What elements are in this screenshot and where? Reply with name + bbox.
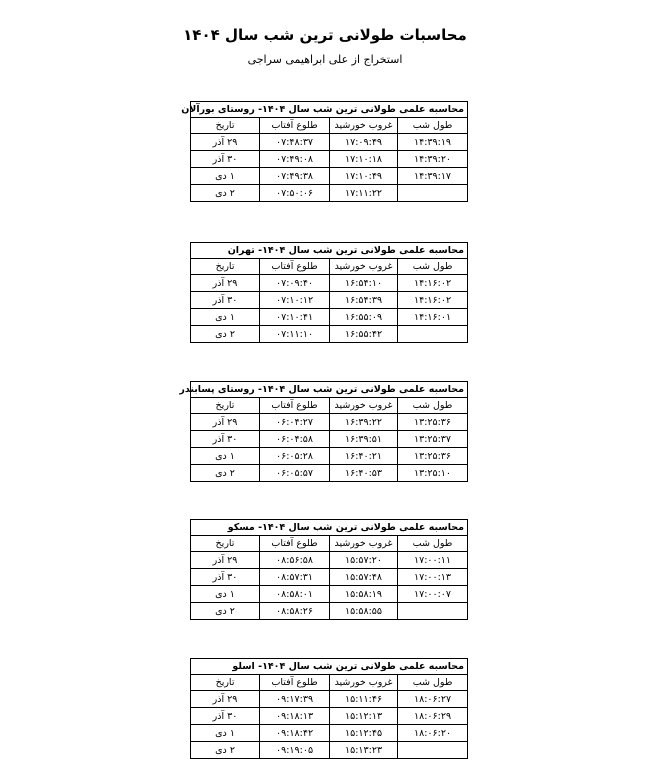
night-length-cell: ۱۴:۳۹:۲۰ — [398, 151, 468, 168]
sunset-cell: ۱۵:۱۲:۴۵ — [330, 725, 398, 742]
night-length-cell — [398, 742, 468, 759]
table-row — [191, 431, 468, 448]
sunset-cell: ۱۶:۵۴:۱۰ — [330, 275, 398, 292]
sunrise-cell: ۰۷:۱۰:۱۲ — [260, 292, 330, 309]
night-length-cell — [398, 185, 468, 202]
table-row — [191, 586, 468, 603]
col-date: تاریخ — [191, 398, 260, 414]
table-row — [191, 326, 468, 343]
sunrise-cell: ۰۷:۴۹:۳۸ — [260, 168, 330, 185]
night-length-cell: ۱۳:۲۵:۳۶ — [398, 414, 468, 431]
col-sunset: غروب خورشید — [330, 536, 398, 552]
table-row — [191, 569, 468, 586]
table-row — [191, 552, 468, 569]
sunrise-cell: ۰۶:۰۴:۲۷ — [260, 414, 330, 431]
sunrise-cell: ۰۶:۰۴:۵۸ — [260, 431, 330, 448]
table-row — [191, 151, 468, 168]
sunset-cell: ۱۶:۵۴:۳۹ — [330, 292, 398, 309]
date-cell: ۱ دی — [191, 168, 260, 185]
sunrise-cell: ۰۹:۱۸:۴۲ — [260, 725, 330, 742]
sunrise-cell: ۰۷:۰۹:۴۰ — [260, 275, 330, 292]
date-cell: ۱ دی — [191, 309, 260, 326]
col-sunset: غروب خورشید — [330, 118, 398, 134]
sunset-cell: ۱۵:۵۸:۵۵ — [330, 603, 398, 620]
sunset-cell: ۱۵:۱۱:۴۶ — [330, 691, 398, 708]
sunset-cell: ۱۷:۱۱:۲۲ — [330, 185, 398, 202]
sunset-cell: ۱۵:۵۷:۲۰ — [330, 552, 398, 569]
sunset-cell: ۱۵:۱۳:۲۳ — [330, 742, 398, 759]
sunset-cell: ۱۷:۰۹:۴۹ — [330, 134, 398, 151]
date-cell: ۲۹ آذر — [191, 691, 260, 708]
col-date: تاریخ — [191, 118, 260, 134]
col-date: تاریخ — [191, 259, 260, 275]
sunrise-cell: ۰۹:۱۹:۰۵ — [260, 742, 330, 759]
date-cell: ۲ دی — [191, 603, 260, 620]
night-length-cell: ۱۳:۲۵:۳۶ — [398, 448, 468, 465]
page-subtitle: استخراج از علی ابراهیمی سراجی — [247, 53, 403, 66]
col-date: تاریخ — [191, 675, 260, 691]
date-cell: ۱ دی — [191, 586, 260, 603]
sunrise-cell: ۰۷:۱۰:۴۱ — [260, 309, 330, 326]
sunset-cell: ۱۷:۱۰:۴۹ — [330, 168, 398, 185]
night-length-cell: ۱۷:۰۰:۰۷ — [398, 586, 468, 603]
col-sunset: غروب خورشید — [330, 259, 398, 275]
table-tehran — [190, 242, 468, 343]
col-night-length: طول شب — [398, 536, 468, 552]
table-row — [191, 465, 468, 482]
night-length-cell: ۱۷:۰۰:۱۱ — [398, 552, 468, 569]
table-row — [191, 708, 468, 725]
sunset-cell: ۱۶:۳۹:۲۲ — [330, 414, 398, 431]
col-sunset: غروب خورشید — [330, 675, 398, 691]
col-sunrise: طلوع آفتاب — [260, 675, 330, 691]
col-night-length: طول شب — [398, 259, 468, 275]
date-cell: ۱ دی — [191, 725, 260, 742]
col-sunrise: طلوع آفتاب — [260, 259, 330, 275]
table-row — [191, 292, 468, 309]
table-moscow — [190, 519, 468, 620]
date-cell: ۳۰ آذر — [191, 569, 260, 586]
night-length-cell: ۱۸:۰۶:۲۰ — [398, 725, 468, 742]
col-night-length: طول شب — [398, 398, 468, 414]
table-row — [191, 742, 468, 759]
col-night-length: طول شب — [398, 118, 468, 134]
table-heading: محاسبه علمی طولانی ترین شب سال ۱۴۰۴- روستای پسابندر — [191, 382, 468, 398]
col-date: تاریخ — [191, 536, 260, 552]
table-row — [191, 691, 468, 708]
sunset-cell: ۱۶:۵۵:۴۲ — [330, 326, 398, 343]
sunset-cell: ۱۶:۵۵:۰۹ — [330, 309, 398, 326]
col-night-length: طول شب — [398, 675, 468, 691]
table-pasabandar — [179, 381, 468, 482]
table-heading: محاسبه علمی طولانی ترین شب سال ۱۴۰۴- مسکو — [191, 520, 468, 536]
table-heading: محاسبه علمی طولانی ترین شب سال ۱۴۰۴- روستای بورآلان — [191, 102, 468, 118]
table-heading: محاسبه علمی طولانی ترین شب سال ۱۴۰۴- اسلو — [191, 659, 468, 675]
date-cell: ۲۹ آذر — [191, 275, 260, 292]
sunset-cell: ۱۵:۵۸:۱۹ — [330, 586, 398, 603]
date-cell: ۱ دی — [191, 448, 260, 465]
night-length-cell: ۱۴:۳۹:۱۹ — [398, 134, 468, 151]
sunset-cell: ۱۵:۵۷:۴۸ — [330, 569, 398, 586]
table-row — [191, 448, 468, 465]
night-length-cell: ۱۸:۰۶:۲۹ — [398, 708, 468, 725]
date-cell: ۲۹ آذر — [191, 134, 260, 151]
table-row — [191, 134, 468, 151]
table-row — [191, 414, 468, 431]
night-length-cell: ۱۸:۰۶:۲۷ — [398, 691, 468, 708]
sunset-cell: ۱۶:۴۰:۲۱ — [330, 448, 398, 465]
sunrise-cell: ۰۸:۵۶:۵۸ — [260, 552, 330, 569]
table-row — [191, 725, 468, 742]
night-length-cell: ۱۴:۱۶:۰۲ — [398, 292, 468, 309]
night-length-cell: ۱۷:۰۰:۱۳ — [398, 569, 468, 586]
sunrise-cell: ۰۸:۵۸:۰۱ — [260, 586, 330, 603]
col-sunset: غروب خورشید — [330, 398, 398, 414]
sunrise-cell: ۰۶:۰۵:۵۷ — [260, 465, 330, 482]
table-bouralan — [181, 101, 468, 202]
date-cell: ۳۰ آذر — [191, 708, 260, 725]
sunrise-cell: ۰۹:۱۷:۳۹ — [260, 691, 330, 708]
sunset-cell: ۱۵:۱۲:۱۳ — [330, 708, 398, 725]
sunset-cell: ۱۷:۱۰:۱۸ — [330, 151, 398, 168]
date-cell: ۲ دی — [191, 742, 260, 759]
sunset-cell: ۱۶:۳۹:۵۱ — [330, 431, 398, 448]
night-length-cell: ۱۴:۳۹:۱۷ — [398, 168, 468, 185]
table-heading: محاسبه علمی طولانی ترین شب سال ۱۴۰۴- تهران — [191, 243, 468, 259]
sunrise-cell: ۰۸:۵۷:۳۱ — [260, 569, 330, 586]
sunrise-cell: ۰۷:۴۸:۳۷ — [260, 134, 330, 151]
night-length-cell — [398, 603, 468, 620]
table-row — [191, 309, 468, 326]
date-cell: ۲ دی — [191, 326, 260, 343]
table-oslo — [190, 658, 468, 759]
sunrise-cell: ۰۶:۰۵:۲۸ — [260, 448, 330, 465]
sunrise-cell: ۰۸:۵۸:۲۶ — [260, 603, 330, 620]
date-cell: ۲۹ آذر — [191, 414, 260, 431]
night-length-cell: ۱۳:۲۵:۱۰ — [398, 465, 468, 482]
sunrise-cell: ۰۹:۱۸:۱۳ — [260, 708, 330, 725]
table-row — [191, 185, 468, 202]
sunset-cell: ۱۶:۴۰:۵۳ — [330, 465, 398, 482]
date-cell: ۲ دی — [191, 465, 260, 482]
table-row — [191, 168, 468, 185]
page-title: محاسبات طولانی ترین شب سال ۱۴۰۴ — [183, 26, 467, 44]
table-row — [191, 275, 468, 292]
night-length-cell — [398, 326, 468, 343]
date-cell: ۲۹ آذر — [191, 552, 260, 569]
date-cell: ۳۰ آذر — [191, 431, 260, 448]
night-length-cell: ۱۳:۲۵:۳۷ — [398, 431, 468, 448]
col-sunrise: طلوع آفتاب — [260, 118, 330, 134]
sunrise-cell: ۰۷:۱۱:۱۰ — [260, 326, 330, 343]
date-cell: ۳۰ آذر — [191, 292, 260, 309]
sunrise-cell: ۰۷:۴۹:۰۸ — [260, 151, 330, 168]
night-length-cell: ۱۴:۱۶:۰۲ — [398, 275, 468, 292]
table-row — [191, 603, 468, 620]
night-length-cell: ۱۴:۱۶:۰۱ — [398, 309, 468, 326]
date-cell: ۲ دی — [191, 185, 260, 202]
col-sunrise: طلوع آفتاب — [260, 536, 330, 552]
sunrise-cell: ۰۷:۵۰:۰۶ — [260, 185, 330, 202]
col-sunrise: طلوع آفتاب — [260, 398, 330, 414]
date-cell: ۳۰ آذر — [191, 151, 260, 168]
